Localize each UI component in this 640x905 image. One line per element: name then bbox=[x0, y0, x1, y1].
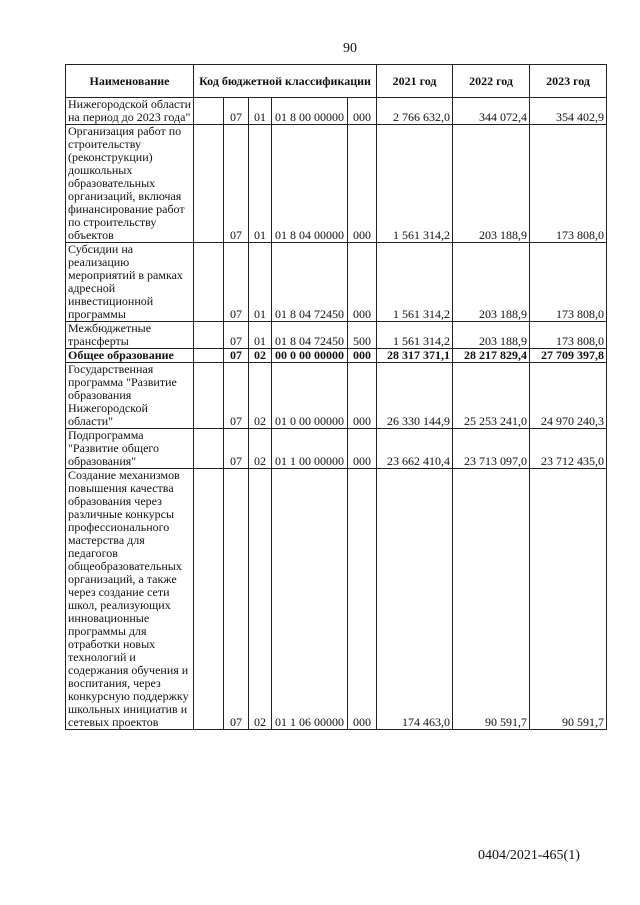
row-target: 01 8 04 72450 bbox=[272, 322, 348, 349]
row-2023: 23 712 435,0 bbox=[530, 429, 607, 469]
row-expense-type: 000 bbox=[348, 469, 377, 730]
row-2022: 203 188,9 bbox=[453, 243, 530, 322]
row-subsection: 01 bbox=[249, 125, 272, 243]
row-2023: 354 402,9 bbox=[530, 98, 607, 125]
row-target: 01 8 04 72450 bbox=[272, 243, 348, 322]
table-row bbox=[66, 322, 607, 349]
row-name: Общее образование bbox=[66, 349, 194, 363]
row-name: Межбюджетные трансферты bbox=[66, 322, 194, 349]
row-2021: 2 766 632,0 bbox=[377, 98, 453, 125]
header-name: Наименование bbox=[66, 65, 194, 98]
table-row bbox=[66, 125, 607, 243]
row-name: Создание механизмов повышения качества образования через различные конкурсы профессионального мастерства для педагогов общеобразовательных организаций, а также через создание сети школ, реализующих инновационные программы для отработки новых технологий и содержания обучения и воспитания, через конкурсную поддержку школьных инициатив и сетевых проектов bbox=[66, 469, 194, 730]
row-2022: 203 188,9 bbox=[453, 125, 530, 243]
row-name: Подпрограмма "Развитие общего образования" bbox=[66, 429, 194, 469]
budget-table bbox=[65, 64, 607, 730]
row-spacer bbox=[194, 429, 224, 469]
row-name: Организация работ по строительству (реконструкции) дошкольных образовательных организаций, включая финансирование работ по строительству объектов bbox=[66, 125, 194, 243]
table-row bbox=[66, 429, 607, 469]
row-2022: 344 072,4 bbox=[453, 98, 530, 125]
row-target: 01 1 00 00000 bbox=[272, 429, 348, 469]
row-spacer bbox=[194, 469, 224, 730]
row-subsection: 02 bbox=[249, 363, 272, 429]
row-spacer bbox=[194, 243, 224, 322]
row-2023: 173 808,0 bbox=[530, 322, 607, 349]
table-row bbox=[66, 469, 607, 730]
row-subsection: 02 bbox=[249, 469, 272, 730]
row-2021: 23 662 410,4 bbox=[377, 429, 453, 469]
row-2023: 27 709 397,8 bbox=[530, 349, 607, 363]
row-name: Субсидии на реализацию мероприятий в рамках адресной инвестиционной программы bbox=[66, 243, 194, 322]
row-name: Нижегородской области на период до 2023 года" bbox=[66, 98, 194, 125]
table-row bbox=[66, 349, 607, 363]
row-2022: 23 713 097,0 bbox=[453, 429, 530, 469]
row-2022: 90 591,7 bbox=[453, 469, 530, 730]
header-code: Код бюджетной классификации bbox=[194, 65, 377, 98]
row-2021: 1 561 314,2 bbox=[377, 243, 453, 322]
row-expense-type: 000 bbox=[348, 363, 377, 429]
row-expense-type: 500 bbox=[348, 322, 377, 349]
row-spacer bbox=[194, 349, 224, 363]
header-2022: 2022 год bbox=[453, 65, 530, 98]
row-subsection: 01 bbox=[249, 98, 272, 125]
header-2023: 2023 год bbox=[530, 65, 607, 98]
row-2022: 25 253 241,0 bbox=[453, 363, 530, 429]
row-target: 00 0 00 00000 bbox=[272, 349, 348, 363]
row-expense-type: 000 bbox=[348, 243, 377, 322]
row-section: 07 bbox=[224, 429, 249, 469]
row-spacer bbox=[194, 98, 224, 125]
header-2021: 2021 год bbox=[377, 65, 453, 98]
row-subsection: 02 bbox=[249, 349, 272, 363]
row-2021: 28 317 371,1 bbox=[377, 349, 453, 363]
row-2021: 1 561 314,2 bbox=[377, 125, 453, 243]
row-2022: 203 188,9 bbox=[453, 322, 530, 349]
row-expense-type: 000 bbox=[348, 349, 377, 363]
row-expense-type: 000 bbox=[348, 125, 377, 243]
row-expense-type: 000 bbox=[348, 429, 377, 469]
row-spacer bbox=[194, 125, 224, 243]
row-2023: 24 970 240,3 bbox=[530, 363, 607, 429]
row-section: 07 bbox=[224, 243, 249, 322]
row-target: 01 1 06 00000 bbox=[272, 469, 348, 730]
row-target: 01 0 00 00000 bbox=[272, 363, 348, 429]
row-name: Государственная программа "Развитие образования Нижегородской области" bbox=[66, 363, 194, 429]
row-section: 07 bbox=[224, 349, 249, 363]
table-row bbox=[66, 363, 607, 429]
table-row bbox=[66, 98, 607, 125]
row-section: 07 bbox=[224, 363, 249, 429]
row-target: 01 8 00 00000 bbox=[272, 98, 348, 125]
row-2021: 26 330 144,9 bbox=[377, 363, 453, 429]
row-section: 07 bbox=[224, 125, 249, 243]
row-section: 07 bbox=[224, 469, 249, 730]
table-header-row bbox=[66, 65, 607, 98]
row-spacer bbox=[194, 363, 224, 429]
row-section: 07 bbox=[224, 98, 249, 125]
row-subsection: 02 bbox=[249, 429, 272, 469]
row-expense-type: 000 bbox=[348, 98, 377, 125]
row-spacer bbox=[194, 322, 224, 349]
document-number: 0404/2021-465(1) bbox=[478, 848, 580, 863]
row-2023: 173 808,0 bbox=[530, 125, 607, 243]
row-2023: 90 591,7 bbox=[530, 469, 607, 730]
row-2022: 28 217 829,4 bbox=[453, 349, 530, 363]
row-target: 01 8 04 00000 bbox=[272, 125, 348, 243]
row-subsection: 01 bbox=[249, 243, 272, 322]
page-number: 90 bbox=[343, 41, 357, 56]
table-row bbox=[66, 243, 607, 322]
row-subsection: 01 bbox=[249, 322, 272, 349]
row-2021: 174 463,0 bbox=[377, 469, 453, 730]
row-2021: 1 561 314,2 bbox=[377, 322, 453, 349]
row-section: 07 bbox=[224, 322, 249, 349]
row-2023: 173 808,0 bbox=[530, 243, 607, 322]
